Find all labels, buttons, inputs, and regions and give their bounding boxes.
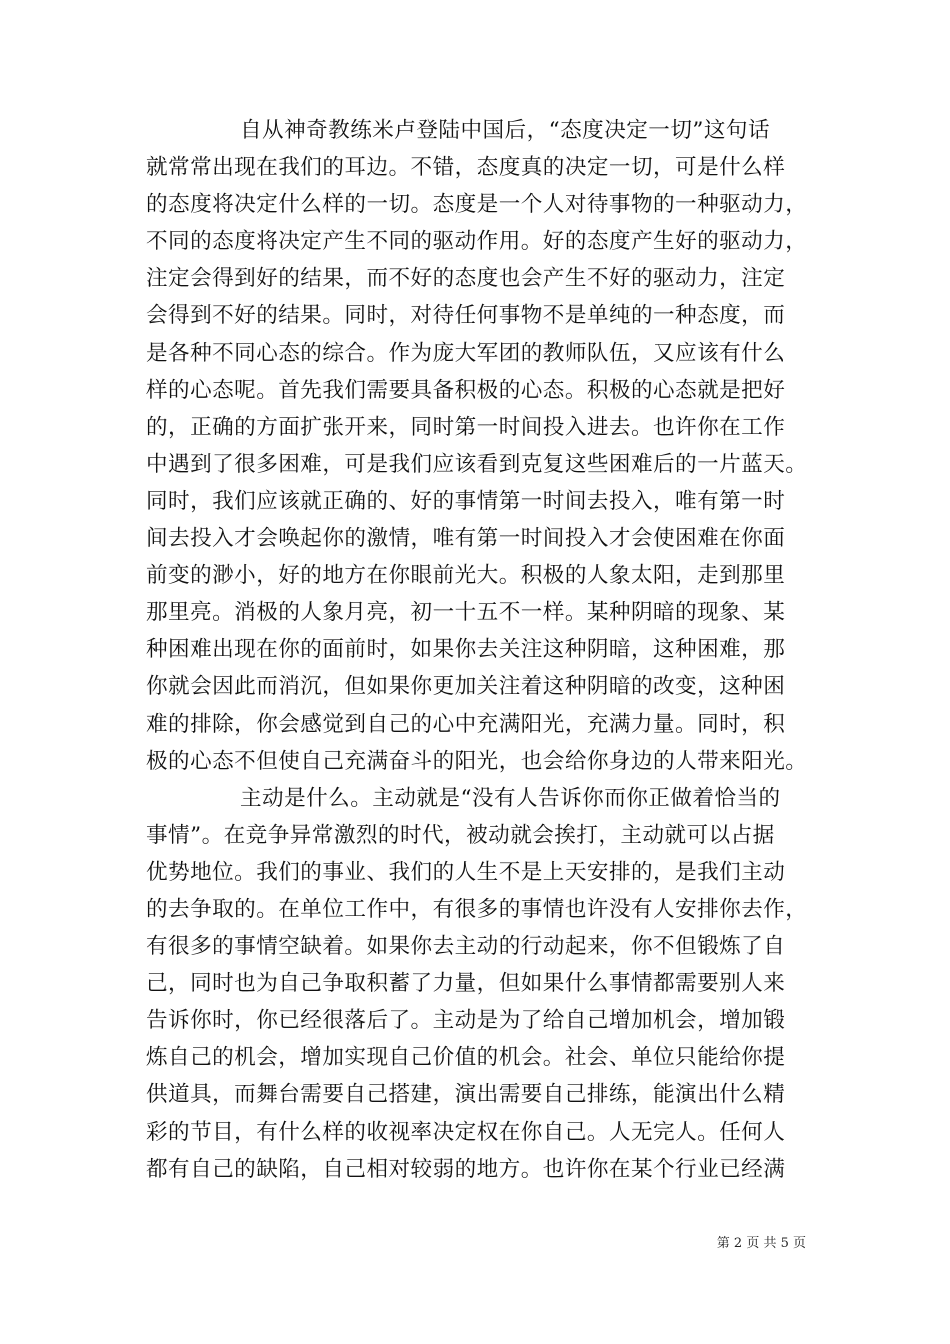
paragraph-line: 那里亮。消极的人象月亮，初一十五不一样。某种阴暗的现象、某 xyxy=(146,600,786,626)
paragraph-line: 会得到不好的结果。同时，对待任何事物不是单纯的一种态度，而 xyxy=(146,303,786,329)
paragraph-line: 都有自己的缺陷，自己相对较弱的地方。也许你在某个行业已经满 xyxy=(146,1156,786,1182)
paragraph-line: 的，正确的方面扩张开来，同时第一时间投入进去。也许你在工作 xyxy=(146,414,786,440)
paragraph-line: 自从神奇教练米卢登陆中国后，“态度决定一切”这句话 xyxy=(240,118,770,143)
paragraph-line: 己，同时也为自己争取积蓄了力量，但如果什么事情都需要别人来 xyxy=(146,971,786,997)
paragraph-line: 告诉你时，你已经很落后了。主动是为了给自己增加机会，增加锻 xyxy=(146,1008,786,1034)
paragraph-line: 就常常出现在我们的耳边。不错，态度真的决定一切，可是什么样 xyxy=(146,155,786,181)
paragraph-line: 有很多的事情空缺着。如果你去主动的行动起来，你不但锻炼了自 xyxy=(146,934,786,960)
paragraph-line: 注定会得到好的结果，而不好的态度也会产生不好的驱动力，注定 xyxy=(146,266,786,292)
body-text xyxy=(146,112,806,1188)
paragraph-line: 难的排除，你会感觉到自己的心中充满阳光，充满力量。同时，积 xyxy=(146,711,786,737)
paragraph-line: 彩的节目，有什么样的收视率决定权在你自己。人无完人。任何人 xyxy=(146,1119,786,1145)
paragraph-line: 的态度将决定什么样的一切。态度是一个人对待事物的一种驱动力， xyxy=(146,192,808,218)
paragraph-line: 样的心态呢。首先我们需要具备积极的心态。积极的心态就是把好 xyxy=(146,377,786,403)
paragraph-line: 间去投入才会唤起你的激情，唯有第一时间投入才会使困难在你面 xyxy=(146,526,786,552)
paragraph-line: 主动是什么。主动就是“没有人告诉你而你正做着恰当的 xyxy=(240,785,781,811)
paragraph-line: 是各种不同心态的综合。作为庞大军团的教师队伍，又应该有什么 xyxy=(146,340,786,366)
paragraph-line: 炼自己的机会，增加实现自己价值的机会。社会、单位只能给你提 xyxy=(146,1045,786,1071)
paragraph-line: 你就会因此而消沉，但如果你更加关注着这种阴暗的改变，这种困 xyxy=(146,674,786,700)
paragraph-line: 不同的态度将决定产生不同的驱动作用。好的态度产生好的驱动力， xyxy=(146,229,808,255)
paragraph-line: 种困难出现在你的面前时，如果你去关注这种阴暗，这种困难，那 xyxy=(146,637,786,663)
paragraph-line: 中遇到了很多困难，可是我们应该看到克复这些困难后的一片蓝天。 xyxy=(146,451,808,477)
paragraph-line: 前变的渺小，好的地方在你眼前光大。积极的人象太阳，走到那里 xyxy=(146,563,786,589)
page-number-footer: 第 2 页 共 5 页 xyxy=(716,1236,806,1251)
paragraph-line: 供道具，而舞台需要自己搭建，演出需要自己排练，能演出什么精 xyxy=(146,1082,786,1108)
paragraph-line: 优势地位。我们的事业、我们的人生不是上天安排的，是我们主动 xyxy=(146,859,786,885)
paragraph-line: 极的心态不但使自己充满奋斗的阳光，也会给你身边的人带来阳光。 xyxy=(146,748,808,774)
paragraph-line: 事情”。在竞争异常激烈的时代，被动就会挨打，主动就可以占据 xyxy=(146,822,775,848)
paragraph-line: 同时，我们应该就正确的、好的事情第一时间去投入，唯有第一时 xyxy=(146,488,786,514)
paragraph-line: 的去争取的。在单位工作中，有很多的事情也许没有人安排你去作， xyxy=(146,896,808,922)
